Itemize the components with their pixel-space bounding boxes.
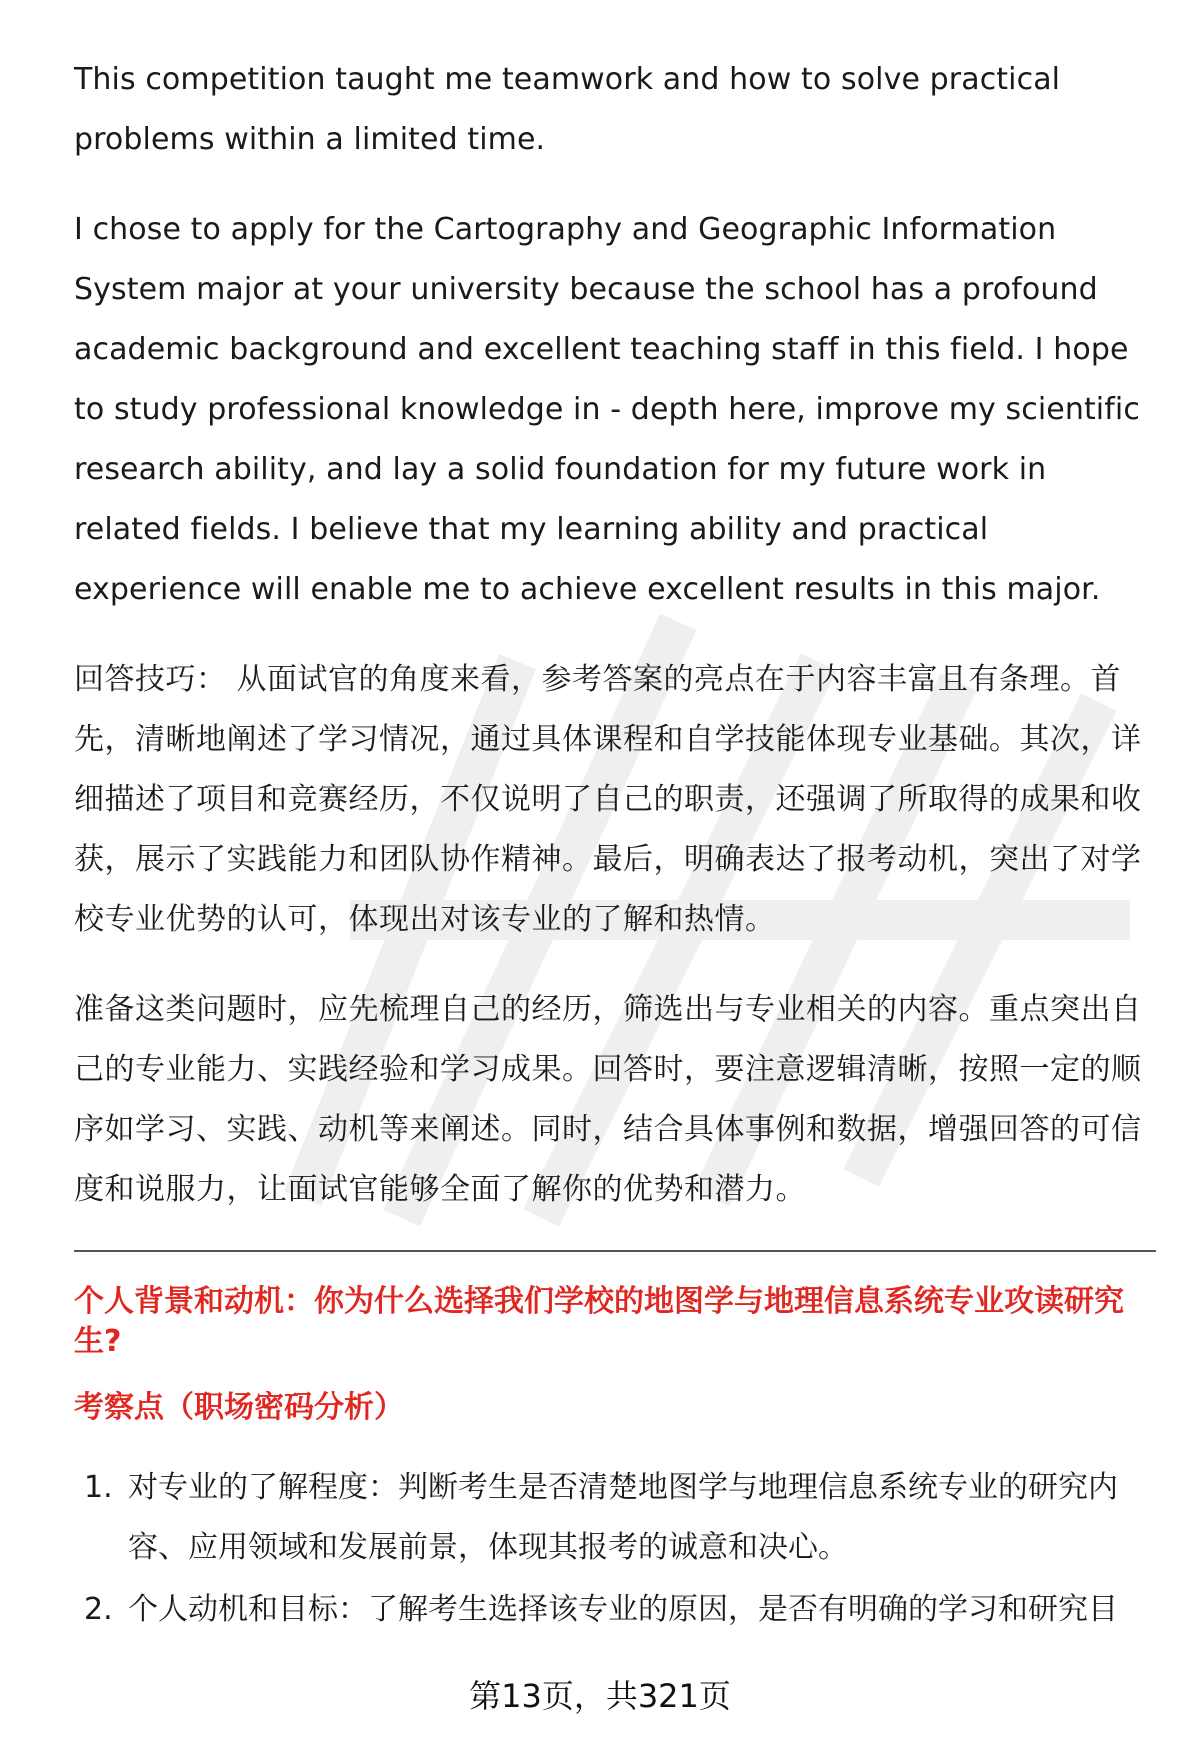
assessment-points-list: [74, 1458, 1154, 1640]
preparation-advice-paragraph: 准备这类问题时，应先梳理自己的经历，筛选出与专业相关的内容。重点突出自己的专业能力、实践经验和学习成果。回答时，要注意逻辑清晰，按照一定的顺序如学习、实践、动机等来阐述。同时，结合具体事例和数据，增强回答的可信度和说服力，让面试官能够全面了解你的优势和潜力。: [74, 992, 1142, 1207]
list-item: [74, 1580, 1154, 1640]
answer-tips-paragraph: [74, 650, 1154, 950]
document-page: [74, 50, 1154, 1642]
assessment-points-heading: 考察点（职场密码分析）: [74, 1390, 404, 1425]
list-item-number: 2.: [84, 1592, 113, 1627]
question-heading: 个人背景和动机：你为什么选择我们学校的地图学与地理信息系统专业攻读研究生?: [74, 1284, 1124, 1359]
page-number-footer: 第13页，共321页: [469, 1677, 731, 1715]
list-item: [74, 1458, 1154, 1578]
list-item-number: 1.: [84, 1470, 113, 1505]
list-item-text: 对专业的了解程度：判断考生是否清楚地图学与地理信息系统专业的研究内容、应用领域和发展前景，体现其报考的诚意和决心。: [128, 1470, 1118, 1565]
paragraph-competition: This competition taught me teamwork and how to solve practical problems within a limited time.: [74, 62, 1061, 157]
paragraph-motivation: I chose to apply for the Cartography and Geographic Information System major at your university because the school has a profound academic background and excellent teaching staff in this field. I hope to study professional knowledge in - depth here, improve my scientific research ability, and lay a solid foundation for my future work in related fields. I believe that my learning ability and practical experience will enable me to achieve excellent results in this major.: [74, 212, 1140, 607]
section-divider: [74, 1250, 1156, 1252]
list-item-text: 个人动机和目标：了解考生选择该专业的原因，是否有明确的学习和研究目: [128, 1592, 1118, 1627]
answer-tips-text: 从面试官的角度来看，参考答案的亮点在于内容丰富且有条理。首先，清晰地阐述了学习情况，通过具体课程和自学技能体现专业基础。其次，详细描述了项目和竞赛经历，不仅说明了自己的职责，还强调了所取得的成果和收获，展示了实践能力和团队协作精神。最后，明确表达了报考动机，突出了对学校专业优势的认可，体现出对该专业的了解和热情。: [74, 662, 1142, 937]
answer-tips-label: 回答技巧：: [74, 662, 227, 697]
